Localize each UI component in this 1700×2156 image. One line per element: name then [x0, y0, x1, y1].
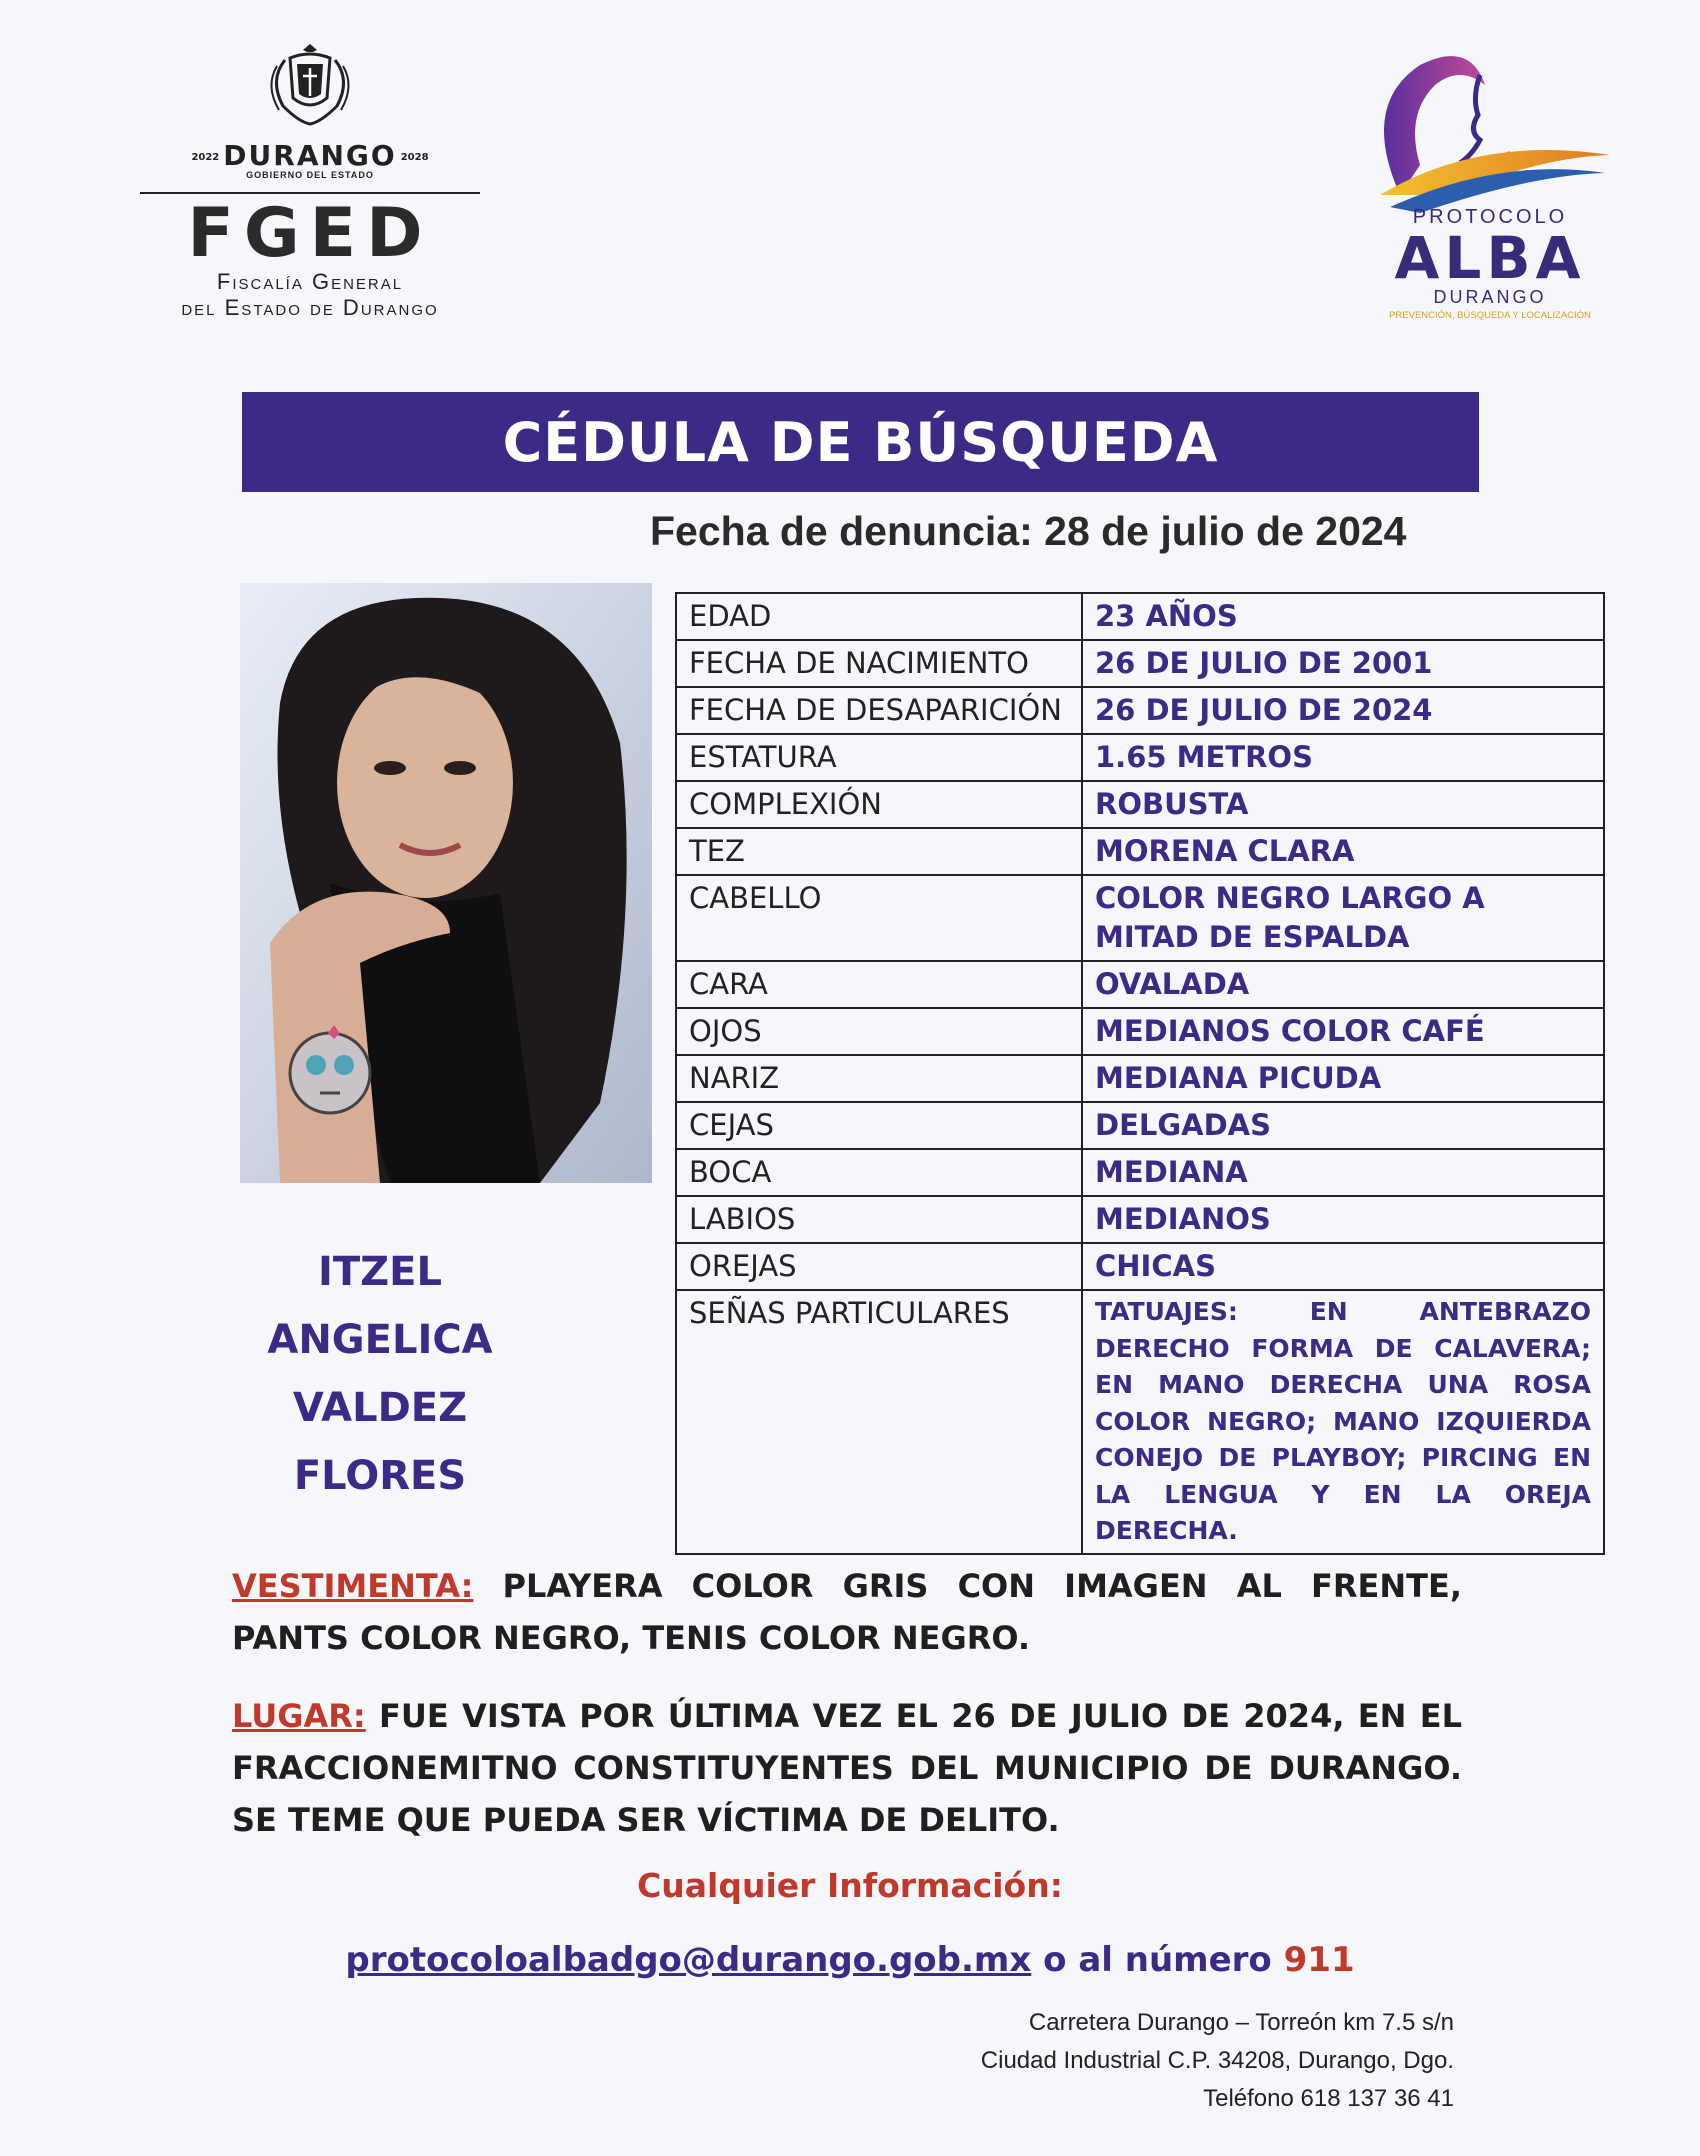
detail-value: TATUAJES: EN ANTEBRAZO DERECHO FORMA DE CALAVERA; EN MANO DERECHA UNA ROSA COLOR NEGRO; MANO IZQUIERDA CONEJO DE PLAYBOY; PIRCING EN LA LENGUA Y EN LA OREJA DERECHA.	[1082, 1290, 1604, 1554]
lugar-section	[232, 1690, 1462, 1846]
detail-value: MEDIANA PICUDA	[1082, 1055, 1604, 1102]
protocolo-alba-logo	[1340, 45, 1640, 345]
contact-line	[0, 1940, 1700, 1980]
lugar-heading: LUGAR:	[232, 1697, 366, 1735]
fged-acronym: FGED	[187, 194, 433, 273]
detail-label: NARIZ	[676, 1055, 1082, 1102]
address-line3: Teléfono 618 137 36 41	[1203, 2085, 1454, 2112]
detail-label: FECHA DE NACIMIENTO	[676, 640, 1082, 687]
details-table-body	[676, 593, 1604, 1554]
address-line1: Carretera Durango – Torreón km 7.5 s/n	[1028, 2009, 1454, 2036]
details-row	[676, 875, 1604, 961]
details-row	[676, 1196, 1604, 1243]
emergency-number: 911	[1283, 1940, 1355, 1980]
report-date: Fecha de denuncia: 28 de julio de 2024	[650, 508, 1407, 554]
details-row	[676, 961, 1604, 1008]
detail-value: OVALADA	[1082, 961, 1604, 1008]
durango-wordmark	[140, 139, 480, 172]
contact-heading: Cualquier Información:	[637, 1866, 1063, 1905]
alba-tagline: PREVENCIÓN, BÚSQUEDA Y LOCALIZACIÓN	[1389, 310, 1591, 321]
detail-label: EDAD	[676, 593, 1082, 640]
details-row	[676, 1290, 1604, 1554]
detail-label: OJOS	[676, 1008, 1082, 1055]
detail-value: MORENA CLARA	[1082, 828, 1604, 875]
fged-logo	[140, 40, 480, 340]
year-end: 2028	[400, 151, 429, 163]
details-row	[676, 593, 1604, 640]
details-row	[676, 1149, 1604, 1196]
detail-label: COMPLEXIÓN	[676, 781, 1082, 828]
name-line1: ITZEL ANGELICA	[267, 1249, 493, 1363]
detail-label: CARA	[676, 961, 1082, 1008]
state-seal-icon	[255, 40, 365, 130]
missing-person-name	[200, 1238, 560, 1510]
org-name-line2: del Estado de Durango	[181, 294, 439, 320]
contact-middle-text: o al número	[1043, 1940, 1272, 1980]
detail-value: MEDIANOS	[1082, 1196, 1604, 1243]
details-row	[676, 1008, 1604, 1055]
year-start: 2022	[191, 151, 220, 163]
details-table	[675, 592, 1605, 1555]
detail-value: 26 DE JULIO DE 2001	[1082, 640, 1604, 687]
details-row	[676, 687, 1604, 734]
detail-value: COLOR NEGRO LARGO A MITAD DE ESPALDA	[1082, 875, 1604, 961]
detail-value: 1.65 METROS	[1082, 734, 1604, 781]
detail-label: BOCA	[676, 1149, 1082, 1196]
detail-label: CEJAS	[676, 1102, 1082, 1149]
durango-text: DURANGO	[223, 139, 397, 172]
detail-label: CABELLO	[676, 875, 1082, 961]
detail-label: OREJAS	[676, 1243, 1082, 1290]
detail-value: 26 DE JULIO DE 2024	[1082, 687, 1604, 734]
detail-value: MEDIANOS COLOR CAFÉ	[1082, 1008, 1604, 1055]
detail-value: CHICAS	[1082, 1243, 1604, 1290]
address-line2: Ciudad Industrial C.P. 34208, Durango, Dgo.	[980, 2047, 1454, 2074]
woman-profile-icon	[1360, 45, 1620, 220]
detail-value: ROBUSTA	[1082, 781, 1604, 828]
office-address	[981, 2004, 1454, 2118]
details-row	[676, 1055, 1604, 1102]
gobierno-text: GOBIERNO DEL ESTADO	[246, 170, 374, 180]
details-row	[676, 1243, 1604, 1290]
detail-value: DELGADAS	[1082, 1102, 1604, 1149]
detail-label: FECHA DE DESAPARICIÓN	[676, 687, 1082, 734]
alba-text: ALBA	[1394, 224, 1586, 292]
contact-email-link[interactable]: protocoloalbadgo@durango.gob.mx	[345, 1940, 1032, 1980]
details-row	[676, 828, 1604, 875]
org-name-line1: Fiscalía General	[216, 269, 404, 295]
detail-value: MEDIANA	[1082, 1149, 1604, 1196]
detail-label: TEZ	[676, 828, 1082, 875]
details-row	[676, 640, 1604, 687]
vestimenta-section	[232, 1560, 1462, 1664]
name-line2: VALDEZ FLORES	[292, 1385, 468, 1499]
vestimenta-text: PLAYERA COLOR GRIS CON IMAGEN AL FRENTE, PANTS COLOR NEGRO, TENIS COLOR NEGRO.	[232, 1567, 1463, 1657]
protocolo-text: PROTOCOLO	[1412, 206, 1568, 228]
vestimenta-heading: VESTIMENTA:	[232, 1567, 474, 1605]
details-row	[676, 734, 1604, 781]
person-photo	[240, 583, 652, 1183]
details-row	[676, 1102, 1604, 1149]
photo-placeholder-icon	[240, 583, 652, 1183]
lugar-text: FUE VISTA POR ÚLTIMA VEZ EL 26 DE JULIO DE 2024, EN EL FRACCIONEMITNO CONSTITUYENTES DEL MUNICIPIO DE DURANGO. SE TEME QUE PUEDA SER VÍCTIMA DE DELITO.	[232, 1697, 1463, 1839]
details-row	[676, 781, 1604, 828]
page-title: CÉDULA DE BÚSQUEDA	[242, 392, 1479, 492]
detail-label: SEÑAS PARTICULARES	[676, 1290, 1082, 1554]
detail-label: ESTATURA	[676, 734, 1082, 781]
detail-label: LABIOS	[676, 1196, 1082, 1243]
detail-value: 23 AÑOS	[1082, 593, 1604, 640]
alba-durango-text: DURANGO	[1433, 287, 1547, 307]
